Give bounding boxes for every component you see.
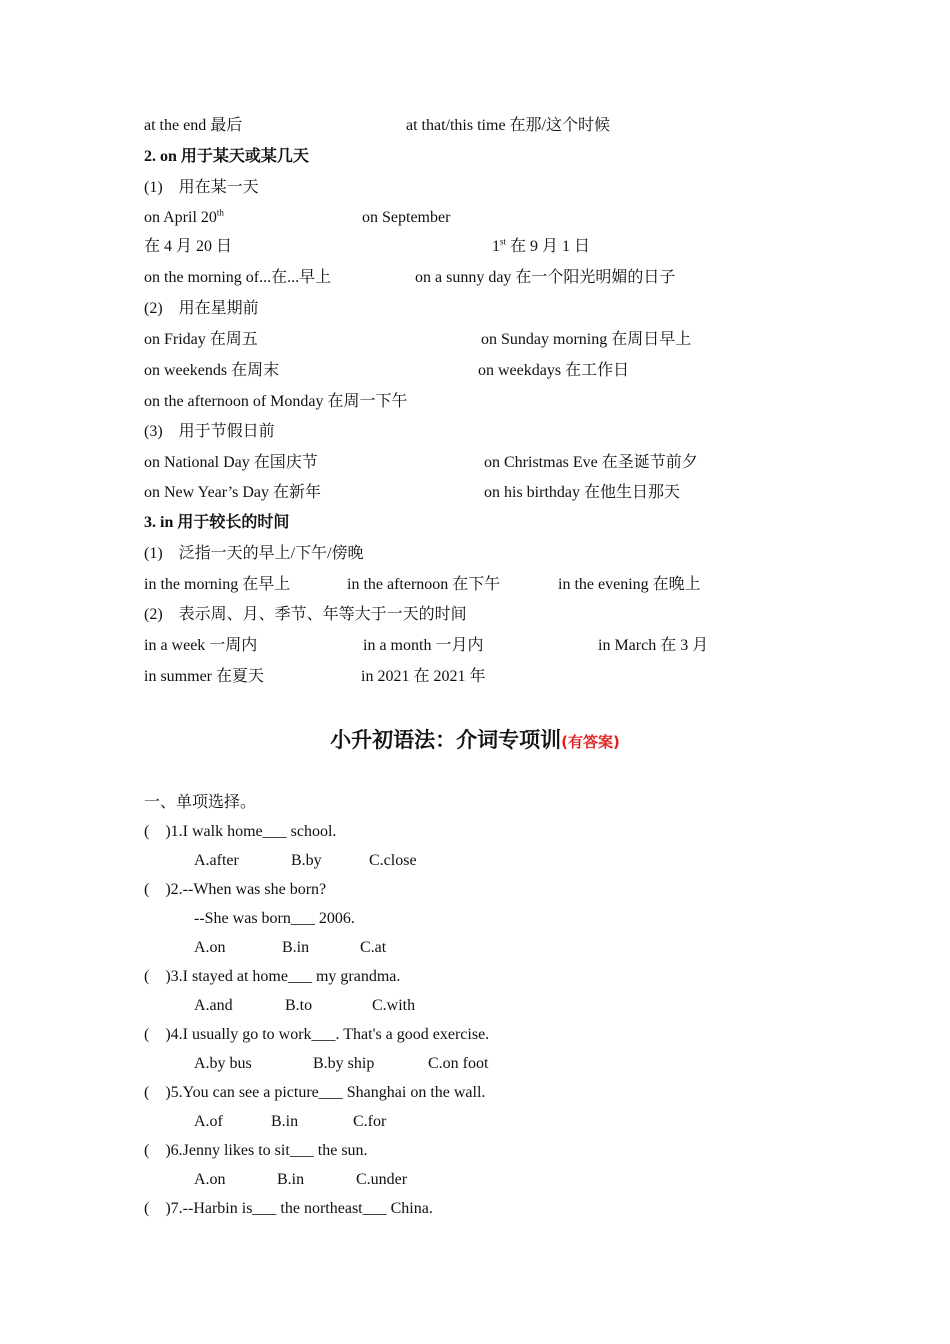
note-in-the-evening: in the evening 在晚上 xyxy=(558,576,701,593)
subheading-day-parts: (1) 泛指一天的早上/下午/傍晚 xyxy=(144,545,364,562)
note-on-friday: on Friday 在周五 xyxy=(144,331,258,348)
q3-option-a: A.and xyxy=(194,997,233,1014)
note-in-a-month: in a month 一月内 xyxy=(363,637,484,654)
question-4: ( )4.I usually go to work___. That's a good exercise. xyxy=(144,1026,490,1043)
q3-option-b: B.to xyxy=(285,997,313,1014)
q2-option-a: A.on xyxy=(194,939,226,956)
question-7: ( )7.--Harbin is___ the northeast___ China. xyxy=(144,1200,433,1217)
q5-option-c: C.for xyxy=(353,1113,387,1130)
note-on-weekdays: on weekdays 在工作日 xyxy=(478,362,630,379)
note-in-the-afternoon: in the afternoon 在下午 xyxy=(347,576,501,593)
note-in-march: in March 在 3 月 xyxy=(598,637,709,654)
q2-option-b: B.in xyxy=(282,939,310,956)
note-national-day: on National Day 在国庆节 xyxy=(144,454,318,471)
subheading-weekdays: (2) 用在星期前 xyxy=(144,300,259,317)
page-title: 小升初语法：介词专项训(有答案) xyxy=(330,728,620,752)
question-2-answer-line: --She was born___ 2006. xyxy=(194,910,355,927)
q1-option-b: B.by xyxy=(291,852,322,869)
note-at-that-time: at that/this time 在那/这个时候 xyxy=(406,117,610,134)
note-afternoon-of-monday: on the afternoon of Monday 在周一下午 xyxy=(144,393,408,410)
note-september-cn: 1st 在 9 月 1 日 xyxy=(492,236,591,255)
question-1: ( )1.I walk home___ school. xyxy=(144,823,337,840)
q1-option-c: C.close xyxy=(369,852,417,869)
answer-tag: (有答案) xyxy=(561,733,620,751)
q6-option-b: B.in xyxy=(277,1171,305,1188)
note-on-the-morning-of: on the morning of...在...早上 xyxy=(144,269,332,286)
note-in-summer: in summer 在夏天 xyxy=(144,668,264,685)
subheading-longer-periods: (2) 表示周、月、季节、年等大于一天的时间 xyxy=(144,606,467,623)
note-on-weekends: on weekends 在周末 xyxy=(144,362,280,379)
section-heading-on: 2. on 用于某天或某几天 xyxy=(144,148,309,165)
note-april-cn: 在 4 月 20 日 xyxy=(144,238,233,255)
q2-option-c: C.at xyxy=(360,939,387,956)
section-heading-in: 3. in 用于较长的时间 xyxy=(144,514,290,531)
question-6: ( )6.Jenny likes to sit___ the sun. xyxy=(144,1142,368,1159)
note-his-birthday: on his birthday 在他生日那天 xyxy=(484,484,680,501)
note-in-a-week: in a week 一周内 xyxy=(144,637,258,654)
q5-option-a: A.of xyxy=(194,1113,223,1130)
exercise-section-title: 一、单项选择。 xyxy=(144,794,257,811)
subheading-one-day: (1) 用在某一天 xyxy=(144,179,259,196)
question-3: ( )3.I stayed at home___ my grandma. xyxy=(144,968,401,985)
note-on-a-sunny-day: on a sunny day 在一个阳光明媚的日子 xyxy=(415,269,676,286)
q4-option-a: A.by bus xyxy=(194,1055,252,1072)
subheading-holidays: (3) 用于节假日前 xyxy=(144,423,275,440)
question-2: ( )2.--When was she born? xyxy=(144,881,327,898)
note-at-the-end: at the end 最后 xyxy=(144,117,243,134)
note-on-sunday-morning: on Sunday morning 在周日早上 xyxy=(481,331,692,348)
note-in-the-morning: in the morning 在早上 xyxy=(144,576,291,593)
q6-option-a: A.on xyxy=(194,1171,226,1188)
q1-option-a: A.after xyxy=(194,852,239,869)
note-in-2021: in 2021 在 2021 年 xyxy=(361,668,486,685)
q4-option-c: C.on foot xyxy=(428,1055,489,1072)
note-on-april: on April 20th xyxy=(144,207,224,226)
note-new-years-day: on New Year’s Day 在新年 xyxy=(144,484,322,501)
note-on-september: on September xyxy=(362,209,451,226)
q5-option-b: B.in xyxy=(271,1113,299,1130)
q3-option-c: C.with xyxy=(372,997,416,1014)
note-christmas-eve: on Christmas Eve 在圣诞节前夕 xyxy=(484,454,698,471)
q4-option-b: B.by ship xyxy=(313,1055,375,1072)
q6-option-c: C.under xyxy=(356,1171,408,1188)
question-5: ( )5.You can see a picture___ Shanghai on the wall. xyxy=(144,1084,486,1101)
